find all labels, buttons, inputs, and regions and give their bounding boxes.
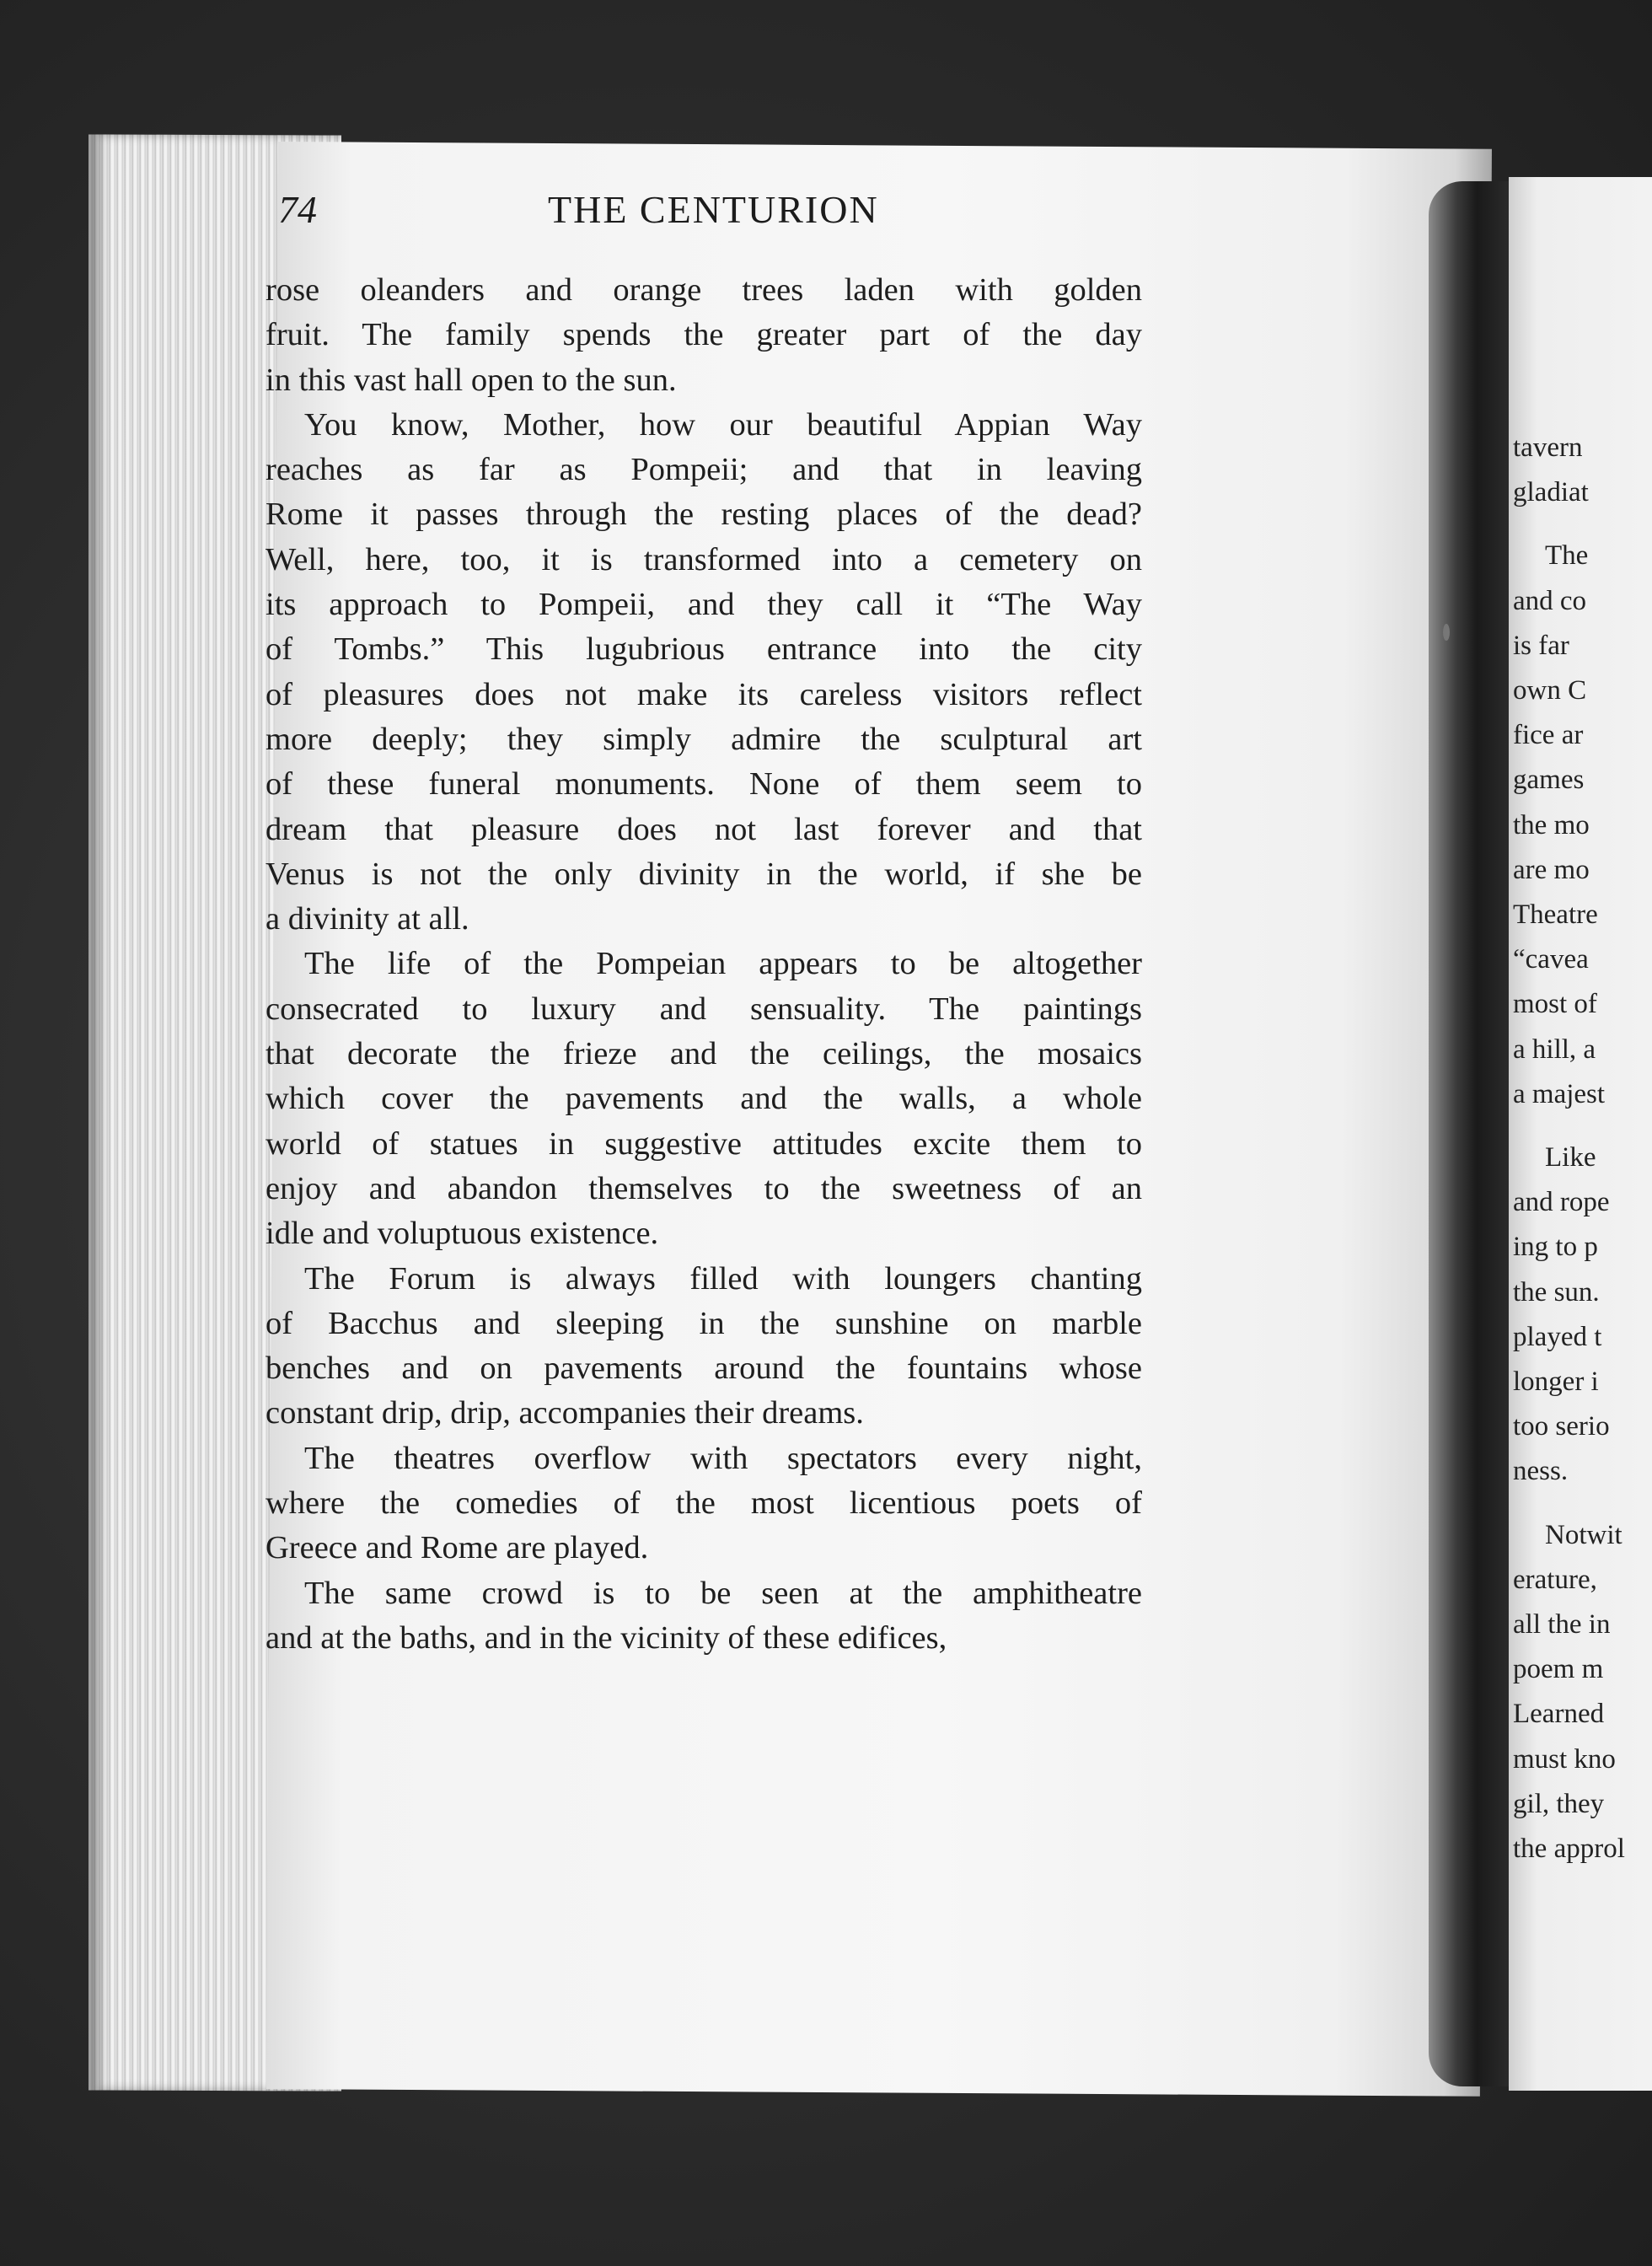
- facing-page-line: Like: [1545, 1142, 1596, 1173]
- facing-page-line: Notwit: [1545, 1519, 1622, 1550]
- ink-smudge: [1443, 624, 1450, 641]
- text-line: The theatres overflow with spectators every night,: [304, 1440, 1142, 1476]
- paragraph: [266, 942, 1142, 1256]
- text-line: You know, Mother, how our beautiful Appian Way: [304, 406, 1142, 443]
- text-line: Rome it passes through the resting places of the dead?: [266, 497, 1142, 533]
- facing-page-line: a majest: [1513, 1078, 1606, 1109]
- facing-page-line: fice ar: [1513, 720, 1584, 751]
- text-line: of Tombs.” This lugubrious entrance into the city: [266, 631, 1142, 668]
- facing-page-line: Theatre: [1513, 899, 1598, 931]
- text-line: rose oleanders and orange trees laden with golden: [266, 272, 1142, 308]
- facing-page-line: gil, they: [1513, 1788, 1605, 1819]
- facing-page-line: ness.: [1513, 1456, 1569, 1487]
- text-line: Well, here, too, it is transformed into a cemetery on: [266, 541, 1142, 577]
- text-line: its approach to Pompeii, and they call it “The Way: [266, 587, 1142, 623]
- facing-page-line: the mo: [1513, 809, 1590, 840]
- text-line: consecrated to luxury and sensuality. The paintings: [266, 991, 1142, 1027]
- paragraph: [266, 403, 1142, 942]
- book-gutter: [1429, 181, 1509, 2086]
- body-text: [266, 268, 1142, 1661]
- text-line: that decorate the frieze and the ceilings, the mosaics: [266, 1036, 1142, 1072]
- text-line: where the comedies of the most licentious poets of: [266, 1485, 1142, 1522]
- facing-page-line: are mo: [1513, 854, 1590, 885]
- paragraph: [266, 1257, 1142, 1436]
- text-line: of these funeral monuments. None of them seem to: [266, 766, 1142, 803]
- text-line: which cover the pavements and the walls, a whole: [266, 1081, 1142, 1117]
- text-line: fruit. The family spends the greater part of the day: [266, 317, 1142, 353]
- text-line: constant drip, drip, accompanies their dreams.: [266, 1395, 864, 1431]
- text-line: in this vast hall open to the sun.: [266, 362, 677, 398]
- facing-page-line: ing to p: [1513, 1232, 1598, 1263]
- facing-page-line: gladiat: [1513, 477, 1589, 508]
- paragraph: [266, 268, 1142, 403]
- facing-page-line: games: [1513, 765, 1585, 796]
- facing-page-line: played t: [1513, 1321, 1602, 1352]
- facing-page-line: the approl: [1513, 1834, 1625, 1865]
- facing-page-text: [1513, 426, 1652, 1871]
- running-title: THE CENTURION: [548, 188, 879, 231]
- text-line: idle and voluptuous existence.: [266, 1216, 659, 1252]
- text-line: The life of the Pompeian appears to be altogether: [304, 946, 1142, 982]
- text-line: The same crowd is to be seen at the amphitheatre: [304, 1575, 1142, 1611]
- facing-page-line: a hill, a: [1513, 1034, 1596, 1065]
- paragraph: [266, 1571, 1142, 1662]
- text-line: dream that pleasure does not last forever and that: [266, 811, 1142, 847]
- text-line: benches and on pavements around the fountains whose: [266, 1350, 1142, 1387]
- facing-page-line: too serio: [1513, 1411, 1610, 1442]
- text-line: Venus is not the only divinity in the world, if she be: [266, 856, 1142, 892]
- text-line: world of statues in suggestive attitudes excite them to: [266, 1125, 1142, 1162]
- facing-page-line: the sun.: [1513, 1276, 1600, 1308]
- facing-page-line: is far: [1513, 630, 1569, 661]
- facing-page-line: and co: [1513, 585, 1587, 616]
- facing-page-line: “cavea: [1513, 944, 1589, 975]
- text-line: of pleasures does not make its careless visitors reflect: [266, 676, 1142, 712]
- facing-page-line: all the in: [1513, 1609, 1611, 1640]
- text-line: a divinity at all.: [266, 901, 469, 937]
- text-line: reaches as far as Pompeii; and that in leaving: [266, 452, 1142, 488]
- paragraph: [266, 1436, 1142, 1571]
- facing-page-line: poem m: [1513, 1654, 1604, 1685]
- text-line: enjoy and abandon themselves to the sweetness of an: [266, 1170, 1142, 1206]
- facing-page-line: Learned: [1513, 1699, 1605, 1730]
- facing-page-line: longer i: [1513, 1367, 1599, 1398]
- facing-page-line: must kno: [1513, 1743, 1616, 1775]
- facing-page-line: own C: [1513, 675, 1587, 706]
- facing-page-line: tavern: [1513, 432, 1583, 463]
- facing-page-line: and rope: [1513, 1187, 1610, 1218]
- text-line: Greece and Rome are played.: [266, 1530, 649, 1566]
- text-line: of Bacchus and sleeping in the sunshine on marble: [266, 1305, 1142, 1341]
- text-line: The Forum is always filled with loungers chanting: [304, 1260, 1142, 1297]
- facing-page-line: The: [1545, 540, 1589, 572]
- facing-page-line: most of: [1513, 989, 1597, 1020]
- facing-page-line: erature,: [1513, 1564, 1597, 1595]
- text-line: more deeply; they simply admire the sculptural art: [266, 721, 1142, 757]
- page-number: 74: [278, 188, 317, 231]
- text-line: and at the baths, and in the vicinity of these edifices,: [266, 1619, 947, 1656]
